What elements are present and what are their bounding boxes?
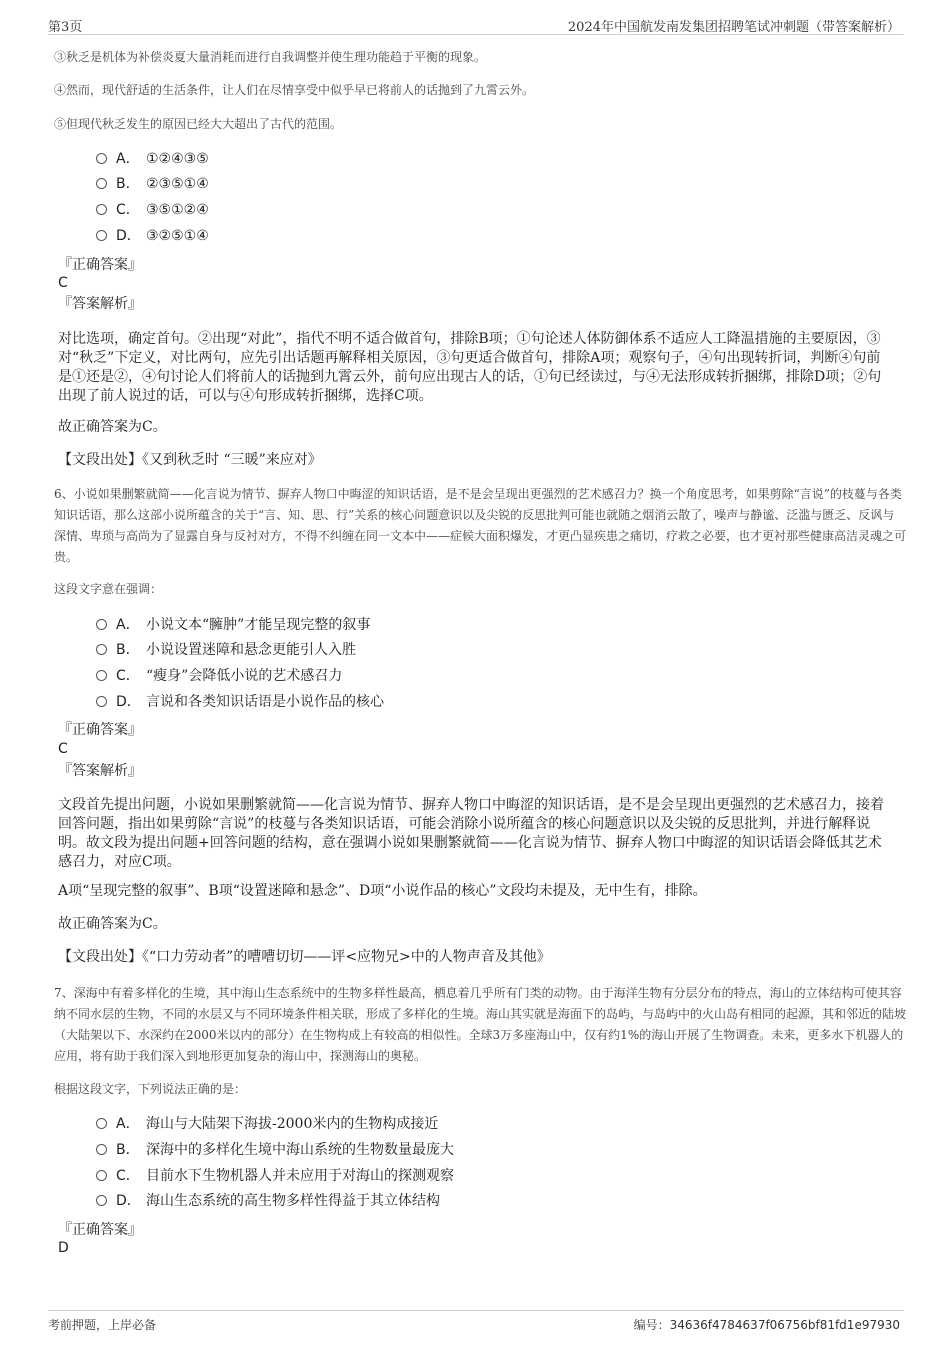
document-code: 编号：34636f4784637f06756bf81fd1e97930 <box>633 1318 900 1332</box>
radio-icon[interactable] <box>96 696 107 707</box>
q6-analysis-extra: A项“呈现完整的叙事”、B项“设置迷障和悬念”、D项“小说作品的核心”文段均未提及，无中生有，排除。 <box>58 883 707 899</box>
radio-icon[interactable] <box>96 1144 107 1155</box>
q5-conclusion: 故正确答案为C。 <box>58 419 167 435</box>
q5-analysis-label: 『答案解析』 <box>58 296 142 312</box>
q6-option-d[interactable]: D． 言说和各类知识话语是小说作品的核心 <box>96 691 384 713</box>
q6-option-c[interactable]: C． “瘦身”会降低小说的艺术感召力 <box>96 665 342 687</box>
page-header <box>48 12 904 35</box>
q6-conclusion: 故正确答案为C。 <box>58 916 167 932</box>
radio-icon[interactable] <box>96 619 107 630</box>
q6-answer-label: 『正确答案』 <box>58 722 142 738</box>
radio-icon[interactable] <box>96 1118 107 1129</box>
radio-icon[interactable] <box>96 1170 107 1181</box>
page-footer <box>48 1310 904 1335</box>
radio-icon[interactable] <box>96 204 107 215</box>
q5-analysis: 对比选项，确定首句。②出现“对此”，指代不明不适合做首句，排除B项；①句论述人体防御体系不适应人工降温措施的主要原因，③对“秋乏”下定义，对比两句，应先引出话题再解释相关原因，③句更适合做首句，排除A项；观察句子，④句出现转折词，判断④句前是①还是②，④句讨论人们将前人的话抛到九霄云外，前句应出现古人的话，①句已经读过，与④无法形成转折捆绑，排除D项；②句出现了前人说过的话，可以与④句形成转折捆绑，选择C项。 <box>58 331 882 404</box>
q6-analysis: 文段首先提出问题，小说如果删繁就简——化言说为情节、摒弃人物口中晦涩的知识话语，是不是会呈现出更强烈的艺术感召力，接着回答问题，指出如果剪除“言说”的枝蔓与各类知识话语，可能会消除小说所蕴含的核心问题意识以及尖锐的反思批判，并进行解释说明。故文段为提出问题+回答问题的结构，意在强调小说如果删繁就简——化言说为情节、摒弃人物口中晦涩的知识话语会降低其艺术感召力，对应C项。 <box>58 797 884 870</box>
q5-answer-label: 『正确答案』 <box>58 257 142 273</box>
q7-option-c[interactable]: C． 目前水下生物机器人并未应用于对海山的探测观察 <box>96 1165 454 1187</box>
footer-slogan: 考前押题，上岸必备 <box>48 1318 157 1332</box>
q7-option-a[interactable]: A． 海山与大陆架下海拔-2000米内的生物构成接近 <box>96 1113 438 1135</box>
q6-prompt: 这段文字意在强调： <box>54 582 163 596</box>
q7-option-b[interactable]: B． 深海中的多样化生境中海山系统的生物数量最庞大 <box>96 1139 454 1161</box>
q5-source: 【文段出处】《又到秋乏时 “三暖”来应对》 <box>58 452 322 468</box>
q5-sentence-5: ⑤但现代秋乏发生的原因已经大大超出了古代的范围。 <box>54 117 343 131</box>
q7-stem: 7、深海中有着多样化的生境，其中海山生态系统中的生物多样性最高，栖息着几乎所有门类的动物。由于海洋生物有分层分布的特点，海山的立体结构可使其容纳不同水层的生物，不同的水层又与不同环境条件相关联，形成了多样化的生境。海山其实就是海面下的岛屿，与岛屿中的火山岛有相同的起源，其和邻近的陆坡（大陆架以下、水深约在2000米以内的部分）在生物构成上有较高的相似性。全球3万多座海山中，仅有约1%的海山开展了生物调查。未来，更多水下机器人的应用，将有助于我们深入到地形更加复杂的海山中，探测海山的奥秘。 <box>54 986 907 1063</box>
q5-option-b[interactable]: B． ②③⑤①④ <box>96 173 209 195</box>
q5-sentence-4: ④然而，现代舒适的生活条件，让人们在尽情享受中似乎早已将前人的话抛到了九霄云外。 <box>54 83 535 97</box>
document-title: 2024年中国航发南发集团招聘笔试冲刺题（带答案解析） <box>567 20 900 35</box>
q7-answer-label: 『正确答案』 <box>58 1222 142 1238</box>
q6-option-b[interactable]: B． 小说设置迷障和悬念更能引人入胜 <box>96 639 356 661</box>
q7-answer: D <box>58 1240 69 1256</box>
q5-answer: C <box>58 275 68 291</box>
q6-source: 【文段出处】《“口力劳动者”的嘈嘈切切——评<应物兄>中的人物声音及其他》 <box>58 949 551 965</box>
q7-prompt: 根据这段文字，下列说法正确的是： <box>54 1082 247 1096</box>
q6-stem: 6、小说如果删繁就简——化言说为情节、摒弃人物口中晦涩的知识话语，是不是会呈现出更强烈的艺术感召力？换一个角度思考，如果剪除“言说”的枝蔓与各类知识话语，那么这部小说所蕴含的关于“言、知、思、行”关系的核心问题意识以及尖锐的反思批判可能也就随之烟消云散了，噪声与静谧、泛滥与匮乏、反讽与深情、卑琐与高尚为了显露自身与反衬对方，不得不纠缠在同一文本中——症候大面积爆发，才更凸显疾患之痛切，疗救之必要，也才更衬那些健康高洁灵魂之可贵。 <box>54 487 907 564</box>
q6-answer: C <box>58 741 68 757</box>
q5-option-a[interactable]: A． ①②④③⑤ <box>96 148 209 170</box>
page-number: 第3页 <box>48 20 83 35</box>
radio-icon[interactable] <box>96 1195 107 1206</box>
q5-option-c[interactable]: C． ③⑤①②④ <box>96 199 209 221</box>
q7-option-d[interactable]: D． 海山生态系统的高生物多样性得益于其立体结构 <box>96 1190 440 1212</box>
q5-option-d[interactable]: D． ③②⑤①④ <box>96 225 209 247</box>
radio-icon[interactable] <box>96 178 107 189</box>
radio-icon[interactable] <box>96 644 107 655</box>
q6-option-a[interactable]: A． 小说文本“臃肿”才能呈现完整的叙事 <box>96 614 370 636</box>
radio-icon[interactable] <box>96 153 107 164</box>
radio-icon[interactable] <box>96 230 107 241</box>
radio-icon[interactable] <box>96 670 107 681</box>
q6-analysis-label: 『答案解析』 <box>58 763 142 779</box>
q5-sentence-3: ③秋乏是机体为补偿炎夏大量消耗而进行自我调整并使生理功能趋于平衡的现象。 <box>54 50 487 64</box>
